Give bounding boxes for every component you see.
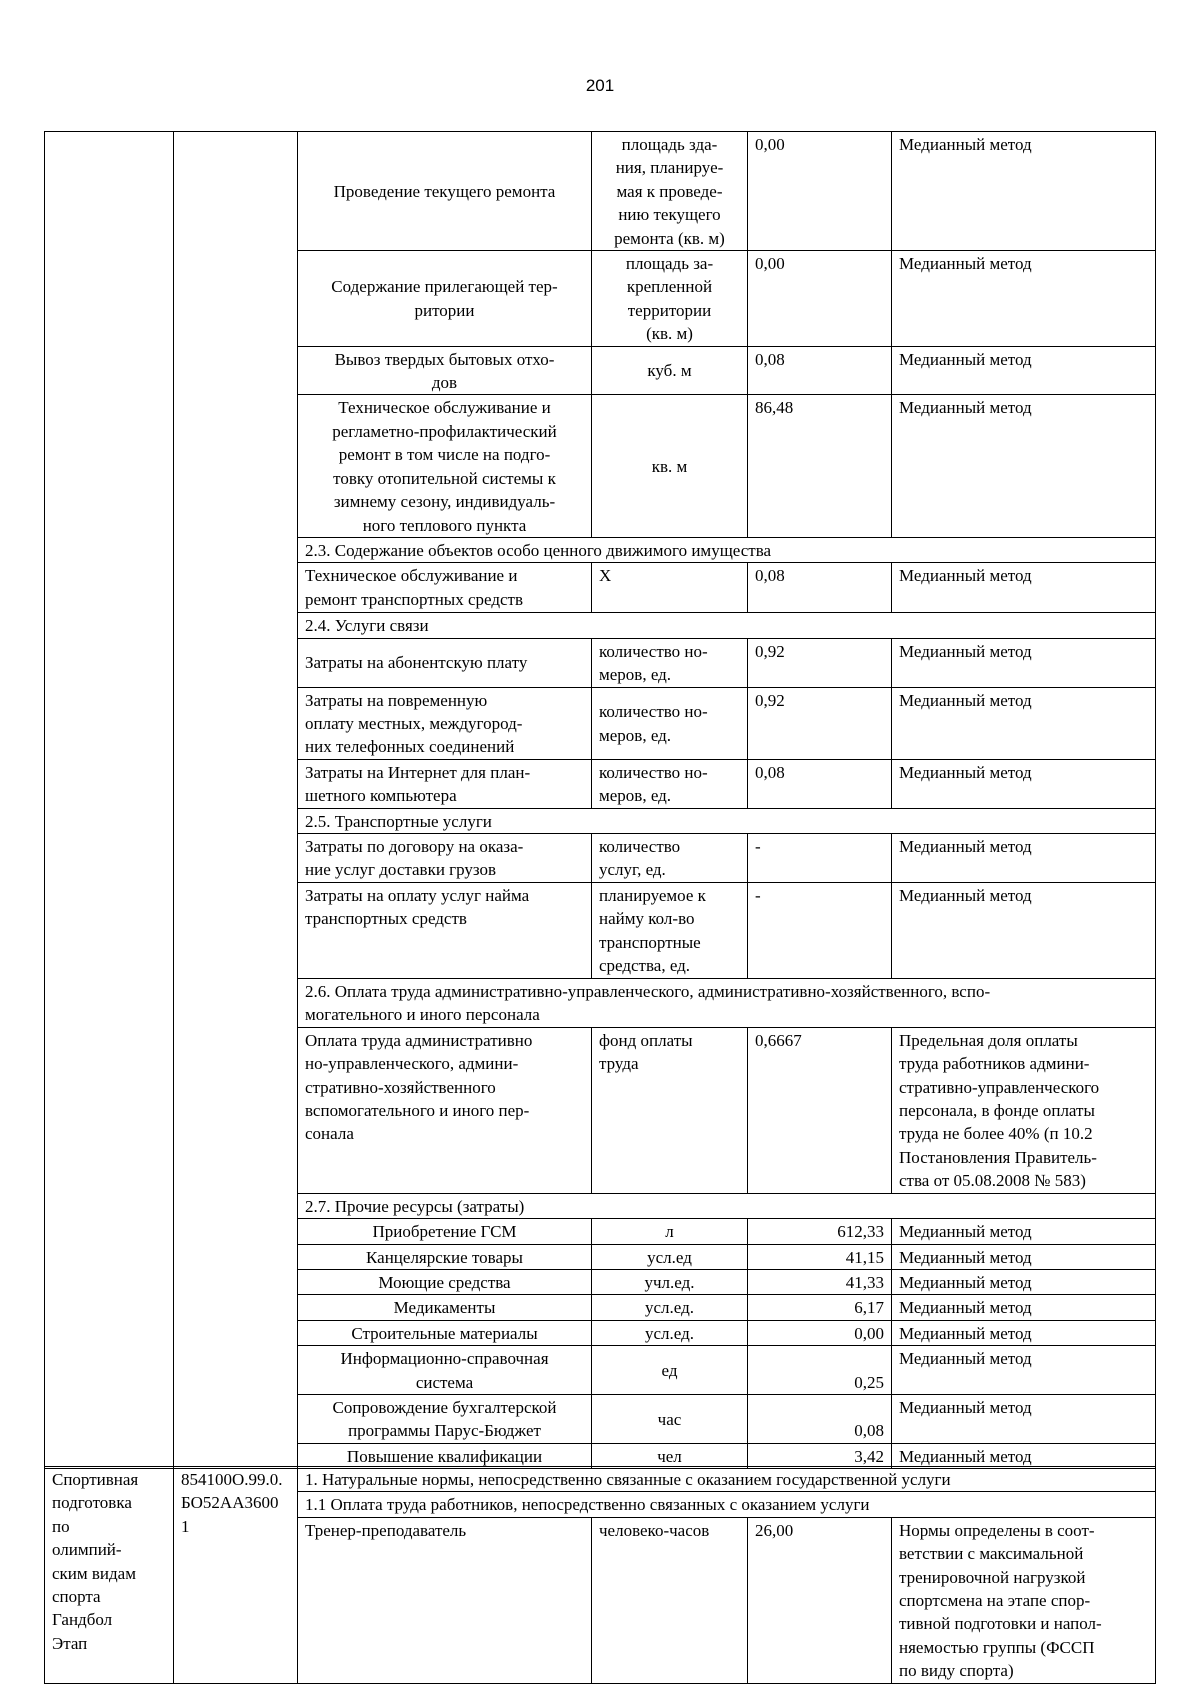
resource-name: Содержание прилегающей тер- ритории — [298, 251, 592, 347]
norms-table — [44, 131, 1156, 1469]
resource-unit: учл.ед. — [592, 1270, 748, 1295]
resource-unit: час — [592, 1395, 748, 1444]
resource-name: Информационно-справочная система — [298, 1346, 592, 1395]
resource-unit: ед — [592, 1346, 748, 1395]
resource-method: Медианный метод — [892, 1395, 1156, 1444]
resource-name: Моющие средства — [298, 1270, 592, 1295]
resource-name: Оплата труда административно но-управленческого, админи- стративно-хозяйственного вспомогательного и иного пер- сонала — [298, 1027, 592, 1193]
resource-value: - — [748, 833, 892, 882]
resource-name: Вывоз твердых бытовых отхо- дов — [298, 346, 592, 395]
section-heading: 2.7. Прочие ресурсы (затраты) — [298, 1193, 1156, 1218]
resource-unit: куб. м — [592, 346, 748, 395]
resource-method: Медианный метод — [892, 638, 1156, 687]
section-heading: 2.3. Содержание объектов особо ценного движимого имущества — [298, 537, 1156, 562]
section-heading: 2.6. Оплата труда административно-управленческого, административно-хозяйственного, вспо- могательного и иного персонала — [298, 978, 1156, 1027]
page-number: 201 — [585, 76, 615, 95]
section-row — [45, 1467, 1156, 1492]
resource-value: 0,08 — [748, 759, 892, 808]
resource-method: Медианный метод — [892, 346, 1156, 395]
resource-value: 6,17 — [748, 1295, 892, 1320]
resource-unit: усл.ед. — [592, 1295, 748, 1320]
resource-unit: количество но- меров, ед. — [592, 687, 748, 759]
resource-name: Затраты на оплату услуг найма транспортных средств — [298, 882, 592, 978]
resource-unit: Х — [592, 563, 748, 613]
resource-value: 0,92 — [748, 638, 892, 687]
resource-value: 0,92 — [748, 687, 892, 759]
resource-value: 0,6667 — [748, 1027, 892, 1193]
resource-unit: фонд оплаты труда — [592, 1027, 748, 1193]
resource-value: 3,42 — [748, 1443, 892, 1468]
service-name-cell-empty — [45, 132, 174, 1469]
resource-unit: количество услуг, ед. — [592, 833, 748, 882]
section-heading: 1. Натуральные нормы, непосредственно связанные с оказанием государственной услуги — [298, 1467, 1156, 1492]
resource-method: Медианный метод — [892, 251, 1156, 347]
resource-method: Нормы определены в соот- ветствии с максимальной тренировочной нагрузкой спортсмена на этапе спор- тивной подготовки и напол- няемостью группы (ФССП по виду спорта) — [892, 1517, 1156, 1683]
table-row — [45, 132, 1156, 251]
resource-value: 41,15 — [748, 1244, 892, 1269]
resource-name: Канцелярские товары — [298, 1244, 592, 1269]
resource-name: Строительные материалы — [298, 1320, 592, 1345]
resource-method: Медианный метод — [892, 563, 1156, 613]
resource-unit: количество но- меров, ед. — [592, 759, 748, 808]
resource-unit: количество но- меров, ед. — [592, 638, 748, 687]
resource-value: 86,48 — [748, 395, 892, 537]
resource-value: 612,33 — [748, 1219, 892, 1244]
resource-name: Техническое обслуживание и ремонт транспортных средств — [298, 563, 592, 613]
resource-name: Проведение текущего ремонта — [298, 132, 592, 251]
resource-method: Предельная доля оплаты труда работников админи- стративно-управленческого персонала, в фонде оплаты труда не более 40% (п 10.2 Постановления Правитель- ства от 05.08.2008 № 583) — [892, 1027, 1156, 1193]
resource-unit: кв. м — [592, 395, 748, 537]
resource-method: Медианный метод — [892, 1270, 1156, 1295]
section-heading: 1.1 Оплата труда работников, непосредственно связанных с оказанием услуги — [298, 1492, 1156, 1517]
resource-unit: л — [592, 1219, 748, 1244]
resource-value: 0,08 — [748, 346, 892, 395]
resource-name: Затраты на Интернет для план- шетного компьютера — [298, 759, 592, 808]
resource-value: 0,08 — [748, 563, 892, 613]
resource-name: Медикаменты — [298, 1295, 592, 1320]
resource-unit: площадь за- крепленной территории (кв. м) — [592, 251, 748, 347]
resource-value: - — [748, 882, 892, 978]
service-code: 854100О.99.0. БО52АА3600 1 — [174, 1467, 298, 1684]
resource-method: Медианный метод — [892, 1219, 1156, 1244]
resource-name: Техническое обслуживание и регламетно-профилактический ремонт в том числе на подго- товку отопительной системы к зимнему сезону, индивидуаль- ного теплового пункта — [298, 395, 592, 537]
resource-value: 41,33 — [748, 1270, 892, 1295]
service-code-cell-empty — [174, 132, 298, 1469]
resource-value: 0,00 — [748, 251, 892, 347]
resource-method: Медианный метод — [892, 833, 1156, 882]
resource-value: 0,25 — [748, 1346, 892, 1395]
resource-name: Затраты по договору на оказа- ние услуг доставки грузов — [298, 833, 592, 882]
resource-unit: человеко-часов — [592, 1517, 748, 1683]
resource-value: 0,00 — [748, 1320, 892, 1345]
resource-method: Медианный метод — [892, 1320, 1156, 1345]
resource-method: Медианный метод — [892, 395, 1156, 537]
section-heading: 2.5. Транспортные услуги — [298, 808, 1156, 833]
resource-unit: площадь зда- ния, планируе- мая к проведе- нию текущего ремонта (кв. м) — [592, 132, 748, 251]
resource-method: Медианный метод — [892, 1443, 1156, 1468]
resource-unit: усл.ед — [592, 1244, 748, 1269]
resource-unit: чел — [592, 1443, 748, 1468]
service-name: Спортивная подготовка по олимпий- ским видам спорта Гандбол Этап — [45, 1467, 174, 1684]
resource-method: Медианный метод — [892, 882, 1156, 978]
resource-method: Медианный метод — [892, 759, 1156, 808]
resource-name: Затраты на повременную оплату местных, междугород- них телефонных соединений — [298, 687, 592, 759]
resource-value: 0,00 — [748, 132, 892, 251]
resource-name: Сопровождение бухгалтерской программы Парус-Бюджет — [298, 1395, 592, 1444]
resource-unit: усл.ед. — [592, 1320, 748, 1345]
resource-value: 26,00 — [748, 1517, 892, 1683]
norms-table-service — [44, 1466, 1156, 1684]
resource-method: Медианный метод — [892, 1295, 1156, 1320]
resource-method: Медианный метод — [892, 132, 1156, 251]
resource-method: Медианный метод — [892, 687, 1156, 759]
resource-unit: планируемое к найму кол-во транспортные средства, ед. — [592, 882, 748, 978]
resource-value: 0,08 — [748, 1395, 892, 1444]
resource-method: Медианный метод — [892, 1244, 1156, 1269]
resource-name: Затраты на абонентскую плату — [298, 638, 592, 687]
resource-method: Медианный метод — [892, 1346, 1156, 1395]
resource-name: Тренер-преподаватель — [298, 1517, 592, 1683]
resource-name: Приобретение ГСМ — [298, 1219, 592, 1244]
resource-name: Повышение квалификации — [298, 1443, 592, 1468]
section-heading: 2.4. Услуги связи — [298, 613, 1156, 638]
